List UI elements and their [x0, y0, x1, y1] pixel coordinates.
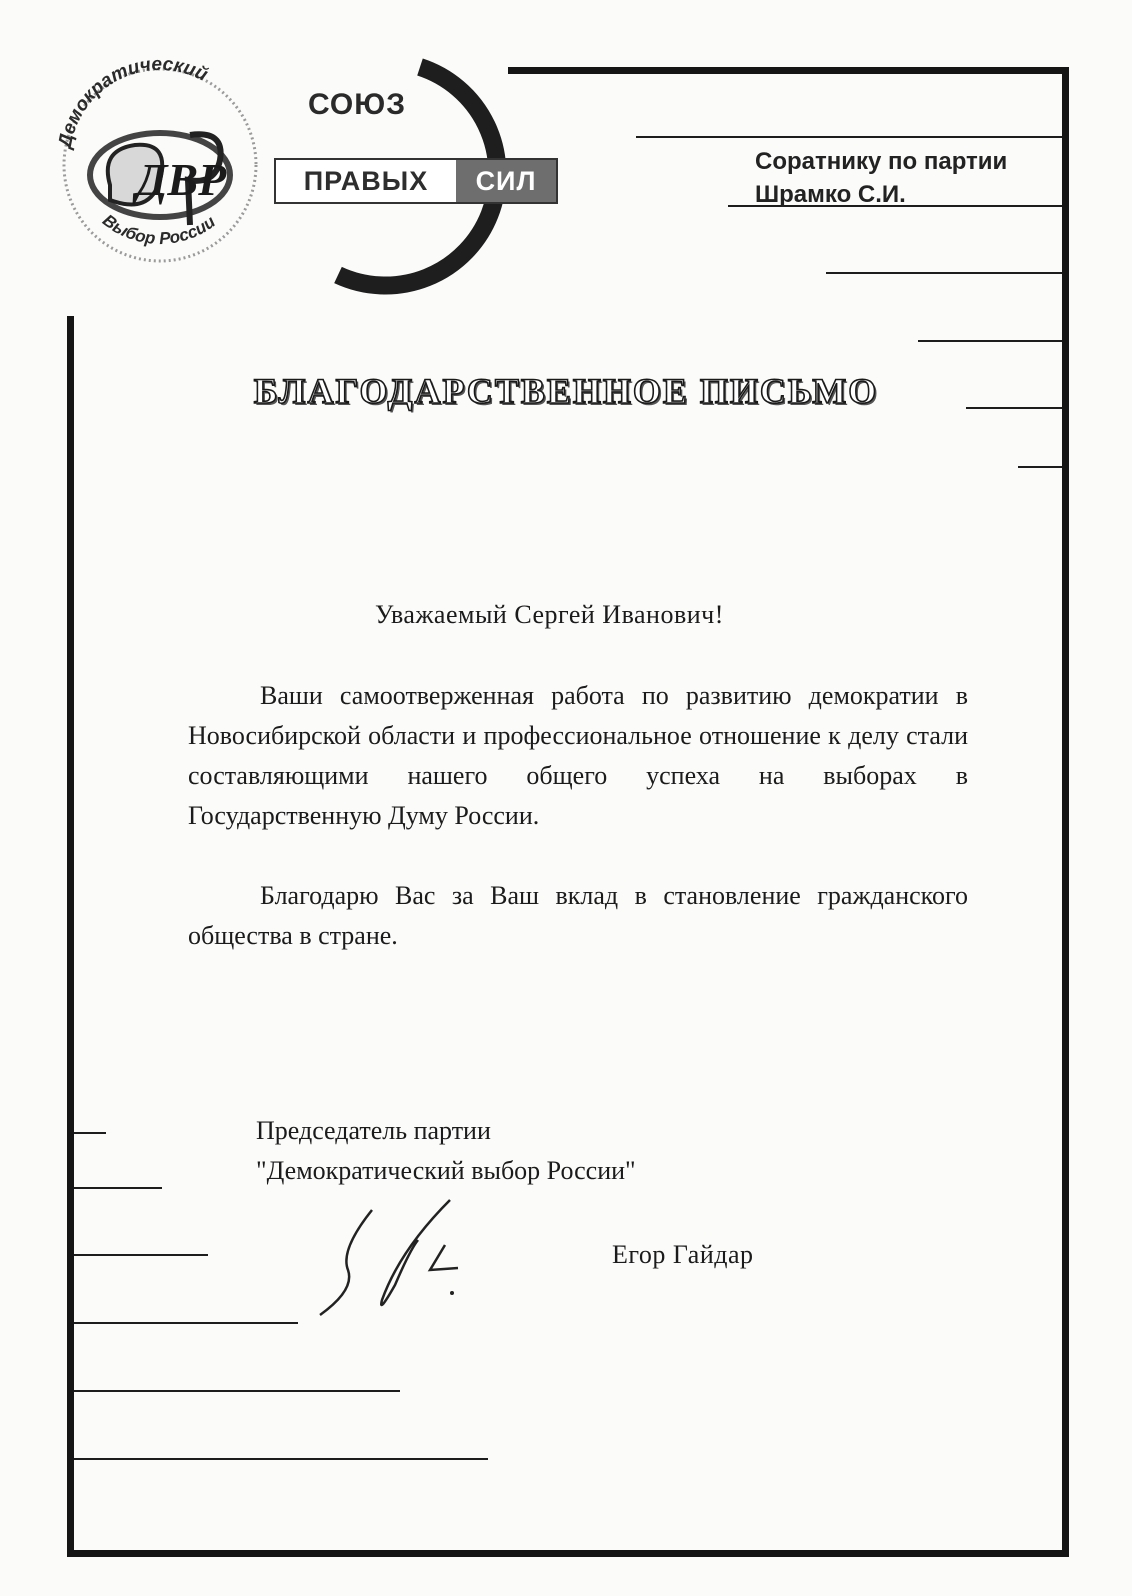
addressee-line1: Соратнику по партии: [755, 148, 1008, 175]
frame-top-border: [508, 67, 1068, 74]
letter-paragraph-2: Благодарю Вас за Ваш вклад в становление гражданского общества в стране.: [188, 881, 968, 950]
decor-rule: [74, 1390, 400, 1392]
handwritten-signature: [300, 1190, 500, 1340]
logo-monogram: ДВР: [136, 154, 227, 205]
decor-rule: [74, 1254, 208, 1256]
letter-title: БЛАГОДАРСТВЕННОЕ ПИСЬМО: [253, 371, 879, 411]
decor-rule: [918, 340, 1062, 342]
decor-rule: [74, 1132, 106, 1134]
decor-rule: [636, 136, 1062, 138]
frame-left-border: [67, 316, 74, 1557]
frame-bottom-border: [67, 1550, 1069, 1557]
decor-rule: [74, 1322, 298, 1324]
addressee-line2: Шрамко С.И.: [755, 181, 906, 208]
decor-rule: [826, 272, 1062, 274]
decor-rule: [74, 1187, 162, 1189]
sps-name-bar: [274, 158, 558, 204]
signatory-name: Егор Гайдар: [612, 1240, 754, 1269]
dvr-emblem-icon: [40, 40, 280, 280]
frame-right-border: [1062, 67, 1069, 1557]
letter-greeting: Уважаемый Сергей Иванович!: [375, 600, 724, 629]
letter-paragraph-1: Ваши самоотверженная работа по развитию демократии в Новосибирской области и профессиональное отношение к делу стали составляющими нашего общего успеха на выборах в Государственную Думу России.: [188, 681, 968, 830]
logo-top-arc-text: Демократический: [54, 53, 211, 150]
sps-word-sil: СИЛ: [456, 160, 556, 202]
logo-bottom-arc-text: Выбор России: [99, 210, 219, 249]
sps-logo: [268, 50, 568, 310]
decor-rule: [1018, 466, 1062, 468]
signatory-position: Председатель партии: [256, 1116, 491, 1145]
addressee-block: [755, 145, 1007, 211]
sps-word-pravyh: ПРАВЫХ: [303, 166, 429, 196]
dvr-logo: [40, 40, 280, 280]
signatory-party-name: "Демократический выбор России": [256, 1156, 636, 1185]
decor-rule: [74, 1458, 488, 1460]
sps-word-soyuz: СОЮЗ: [308, 88, 406, 121]
